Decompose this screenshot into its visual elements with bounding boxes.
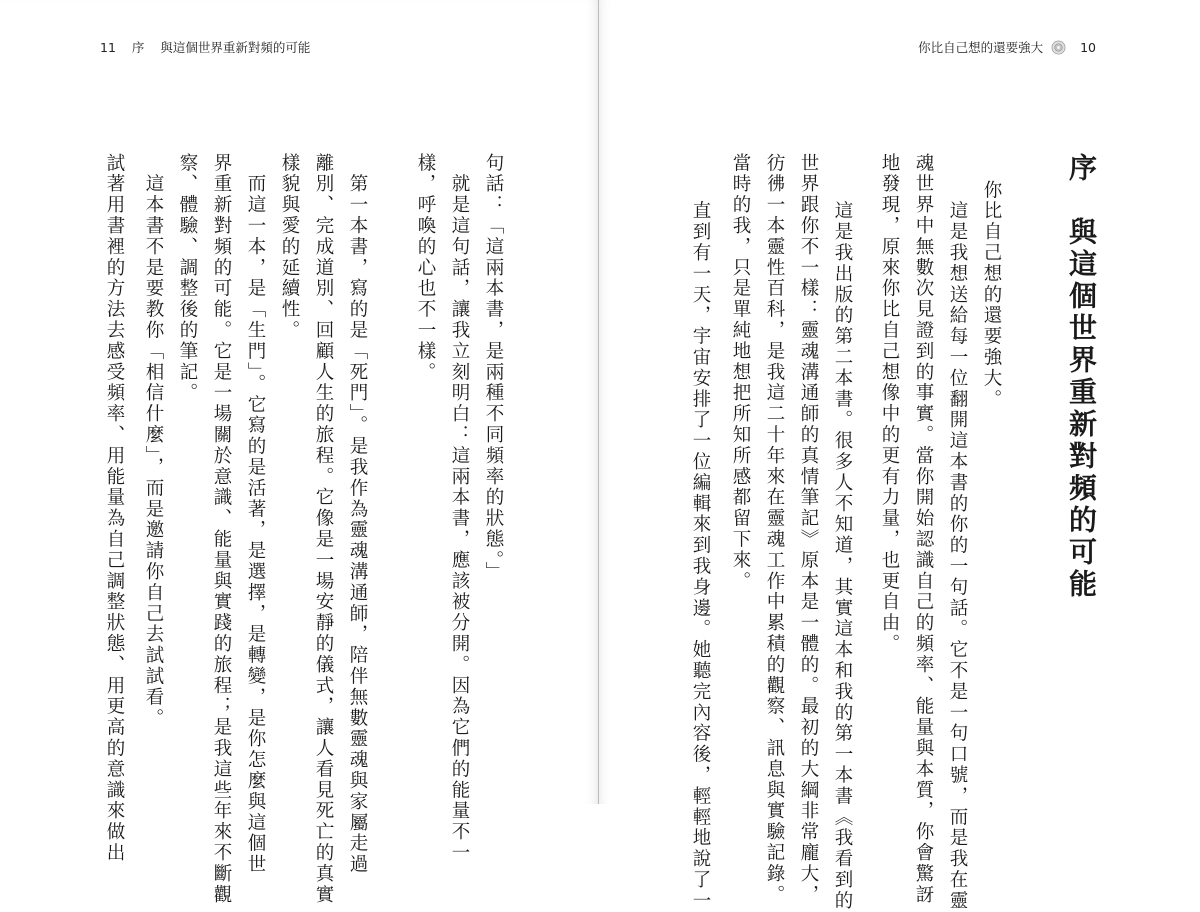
left-col-1: 句話：「這兩本書，是兩種不同頻率的狀態。」 <box>483 153 504 583</box>
right-col-6: 這是我出版的第二本書。很多人不知道，其實這本和我的第一本書《我看到的 <box>832 180 853 912</box>
left-col-9: 界重新對頻的可能。它是一場關於意識、能量與實踐的旅程；是我這些年來不斷觀 <box>211 153 232 906</box>
right-page-number: 10 <box>1080 39 1096 55</box>
right-col-9: 當時的我，只是單純地想把所知所感都留下來。 <box>730 153 751 592</box>
right-header-title: 你比自己想的還要強大 <box>918 40 1044 55</box>
left-col-7: 樣貌與愛的延續性。 <box>279 153 300 342</box>
circle-ornament-icon <box>1051 40 1066 55</box>
left-page <box>0 0 599 906</box>
left-col-5: 第一本書，寫的是「死門」。是我作為靈魂溝通師，陪伴無數靈魂與家屬走過 <box>347 153 368 876</box>
left-col-13: 試著用書裡的方法去感受頻率、用能量為自己調整狀態、用更高的意識來做出 <box>104 153 125 864</box>
left-page-number: 11 <box>100 39 116 55</box>
chapter-title: 序 與這個世界重新對頻的可能 <box>1065 153 1098 601</box>
right-col-1: 你比自己想的還要強大。 <box>981 180 1002 410</box>
right-page <box>599 0 1200 912</box>
left-col-3: 樣，呼喚的心也不一樣。 <box>415 153 436 383</box>
right-running-header <box>918 38 1096 56</box>
right-col-10: 直到有一天，宇宙安排了一位編輯來到我身邊。她聽完內容後，輕輕地說了一 <box>690 180 711 912</box>
right-col-2: 這是我想送給每一位翻開這本書的你的一句話。它不是一句口號，而是我在靈 <box>947 180 968 912</box>
left-col-8: 而這一本，是「生門」。它寫的是活著，是選擇，是轉變，是你怎麼與這個世 <box>245 153 266 876</box>
left-running-header <box>100 38 310 56</box>
right-col-4: 地發現，原來你比自己想像中的更有力量，也更自由。 <box>879 153 900 655</box>
left-col-6: 離別、完成道別、回顧人生的旅程。它像是一場安靜的儀式，讓人看見死亡的真實 <box>313 153 334 906</box>
left-col-2: 就是這句話，讓我立刻明白：這兩本書，應該被分開。因為它們的能量不一 <box>449 153 470 864</box>
right-col-3: 魂世界中無數次見證到的事實。當你開始認識自己的頻率、能量與本質，你會驚訝 <box>913 153 934 906</box>
right-col-8: 彷彿一本靈性百科，是我這二十年來在靈魂工作中累積的觀察、訊息與實驗記錄。 <box>764 153 785 906</box>
left-header-section: 序 <box>131 40 145 55</box>
left-header-title: 與這個世界重新對頻的可能 <box>160 40 311 55</box>
right-col-7: 世界跟你不一樣：靈魂溝通師的真情筆記》原本是一體的。最初的大綱非常龐大， <box>798 153 819 906</box>
left-col-10: 察、體驗、調整後的筆記。 <box>177 153 198 404</box>
left-col-12: 這本書不是要教你「相信什麼」，而是邀請你自己去試試看。 <box>143 153 164 729</box>
